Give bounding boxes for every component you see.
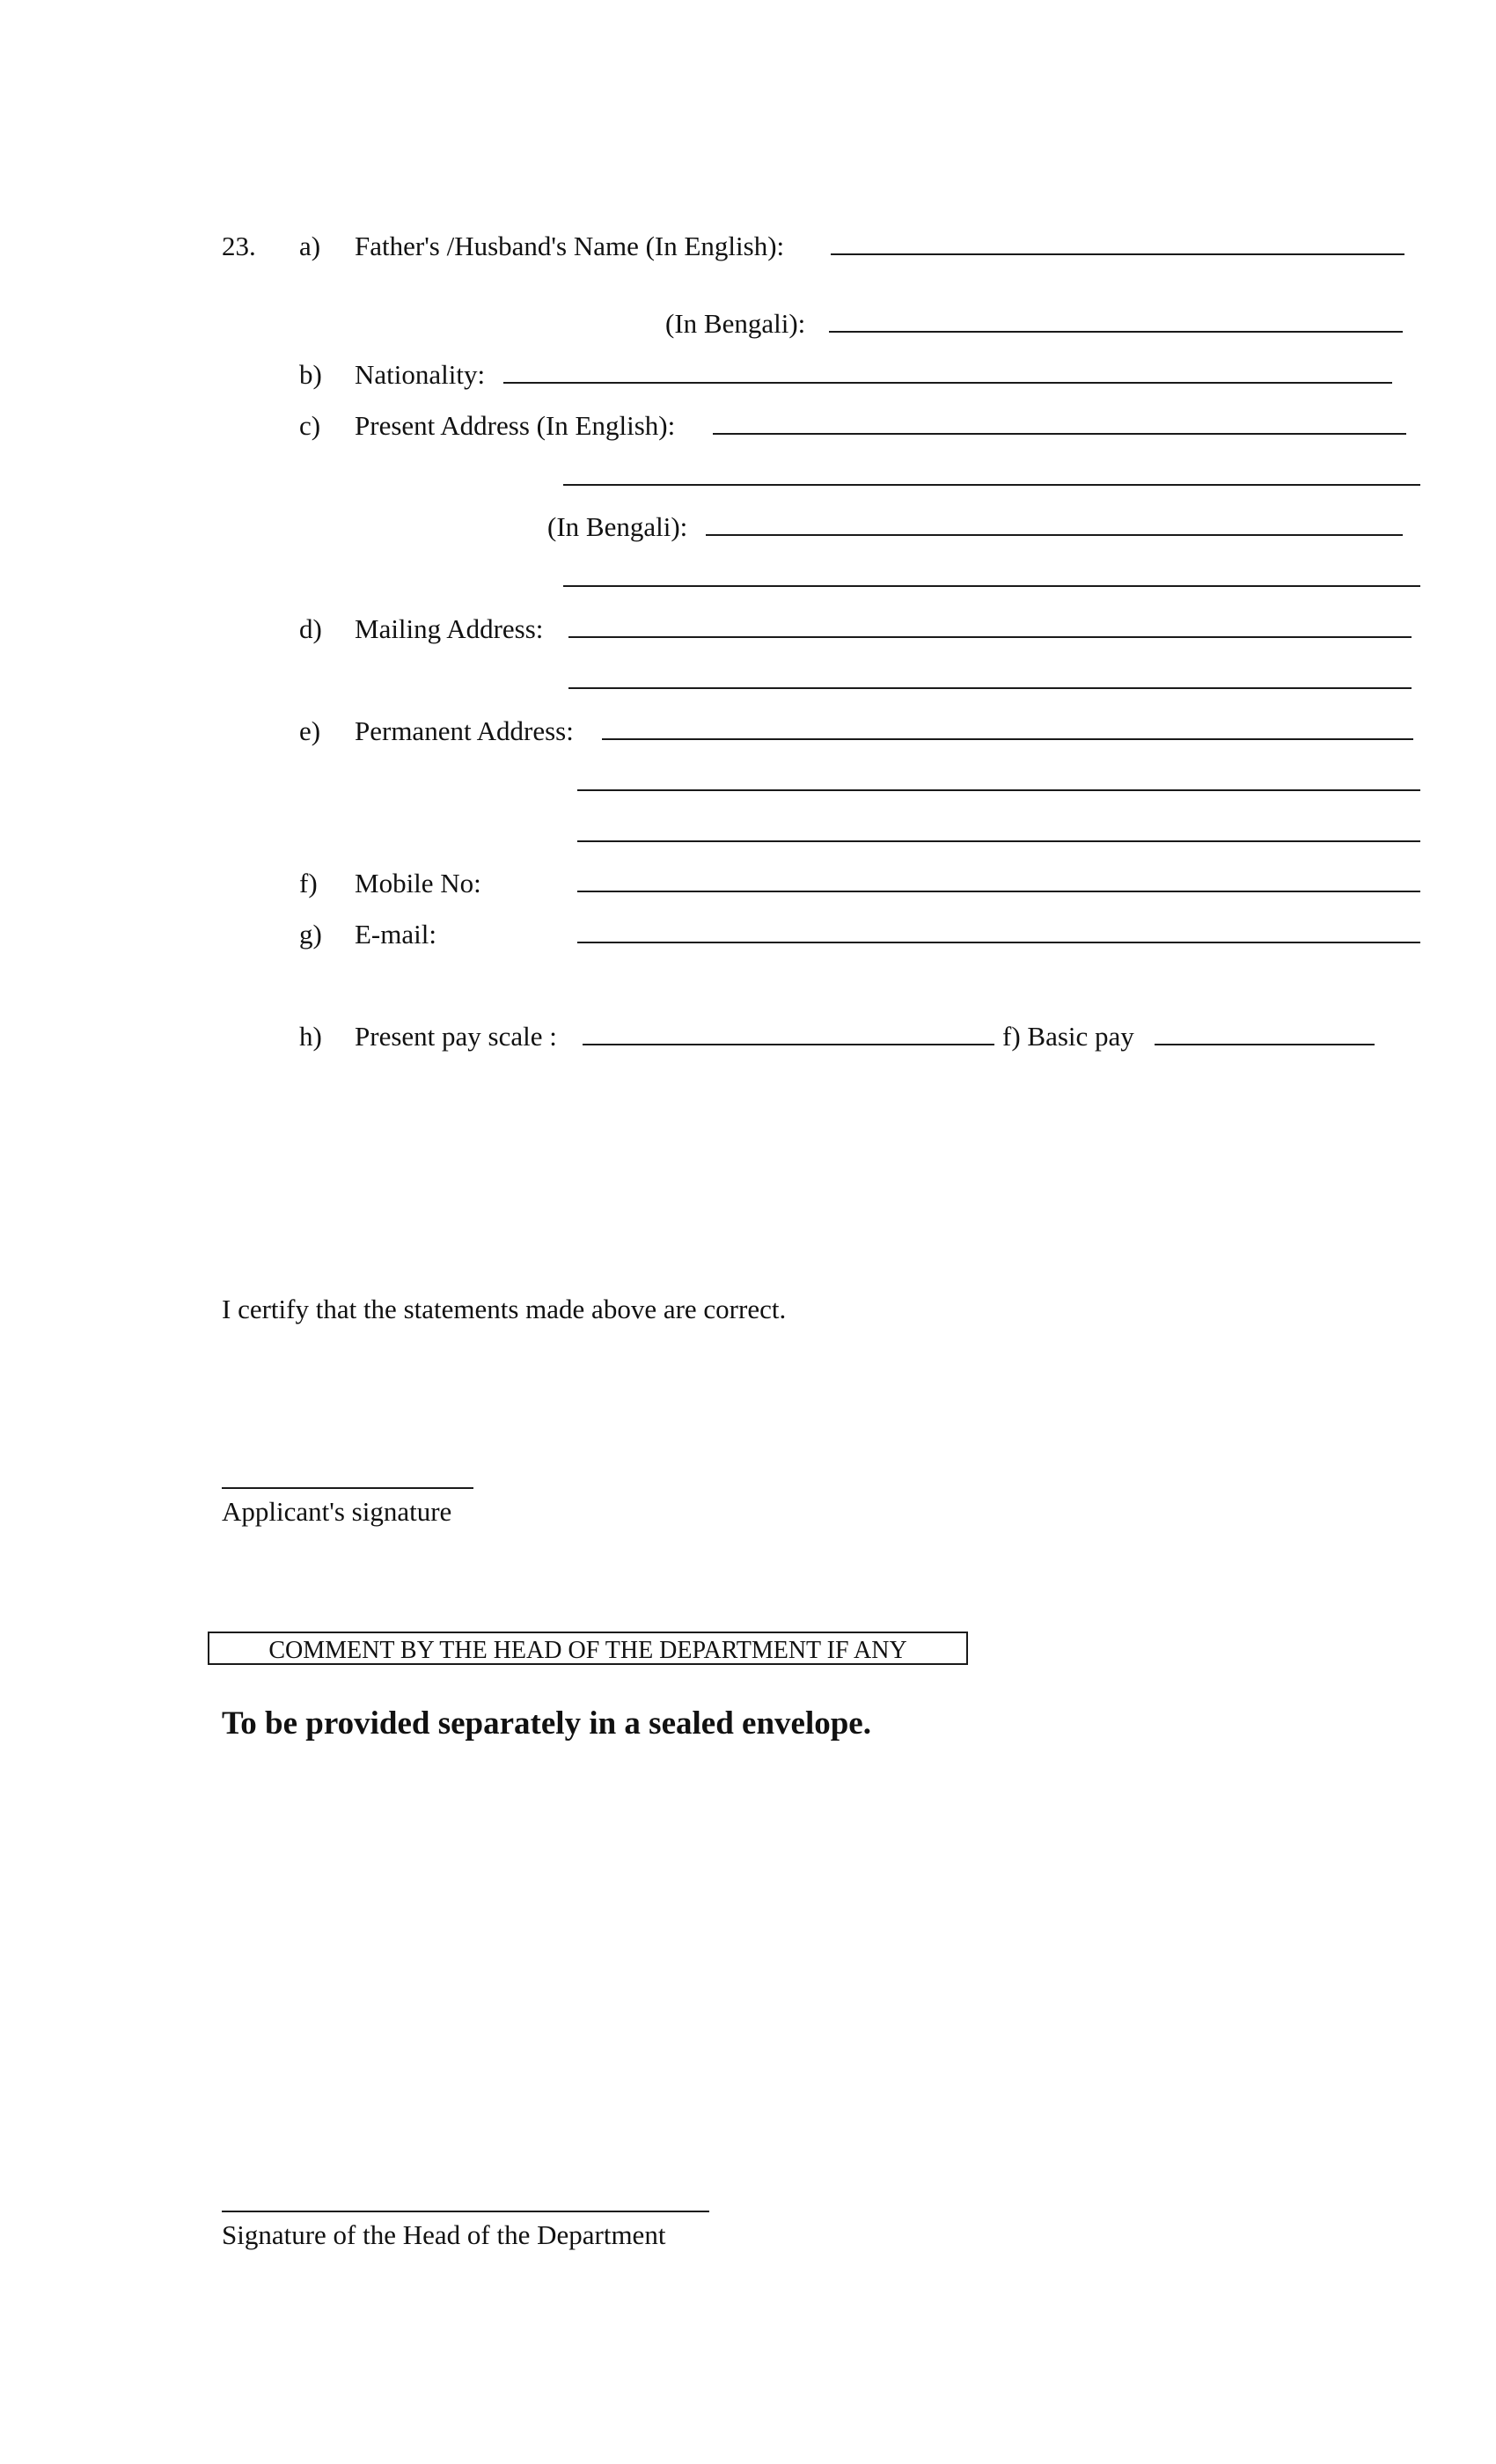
present-address-english-field-line-2[interactable]: [563, 484, 1420, 486]
present-address-bengali-field-line-2[interactable]: [563, 585, 1420, 587]
permanent-address-field-line-2[interactable]: [577, 789, 1420, 791]
mobile-no-field[interactable]: [577, 891, 1420, 892]
permanent-address-label: Permanent Address:: [355, 715, 574, 746]
sealed-envelope-note: To be provided separately in a sealed envelope.: [222, 1705, 871, 1742]
mobile-no-label: Mobile No:: [355, 868, 481, 898]
item-e-marker: e): [299, 715, 321, 746]
permanent-address-field[interactable]: [602, 738, 1413, 740]
item-h-marker: h): [299, 1021, 322, 1052]
mailing-address-field-line-2[interactable]: [568, 687, 1412, 689]
fathers-name-bengali-field[interactable]: [829, 331, 1403, 333]
item-d-marker: d): [299, 613, 322, 644]
item-b-marker: b): [299, 359, 322, 390]
present-address-bengali-field[interactable]: [706, 534, 1403, 536]
fathers-name-english-label: Father's /Husband's Name (In English):: [355, 231, 785, 261]
comment-box: [208, 1632, 968, 1665]
item-number: 23.: [222, 231, 256, 261]
fathers-name-bengali-label: (In Bengali):: [665, 308, 806, 339]
item-g-marker: g): [299, 919, 322, 950]
head-signature-label: Signature of the Head of the Department: [222, 2219, 666, 2250]
email-field[interactable]: [577, 942, 1420, 943]
email-label: E-mail:: [355, 919, 436, 950]
fathers-name-english-field[interactable]: [831, 253, 1404, 255]
basic-pay-field[interactable]: [1155, 1044, 1375, 1045]
head-signature-field[interactable]: [222, 2211, 709, 2212]
present-pay-scale-label: Present pay scale :: [355, 1021, 557, 1052]
permanent-address-field-line-3[interactable]: [577, 840, 1420, 842]
present-pay-scale-field[interactable]: [583, 1044, 994, 1045]
applicant-signature-field[interactable]: [222, 1487, 473, 1489]
item-f-marker: f): [299, 868, 318, 898]
applicant-signature-label: Applicant's signature: [222, 1496, 452, 1527]
certification-statement: I certify that the statements made above are correct.: [222, 1294, 787, 1324]
mailing-address-field[interactable]: [568, 636, 1412, 638]
comment-box-label: COMMENT BY THE HEAD OF THE DEPARTMENT IF ANY: [268, 1637, 907, 1664]
mailing-address-label: Mailing Address:: [355, 613, 544, 644]
nationality-field[interactable]: [503, 382, 1392, 384]
item-a-marker: a): [299, 231, 321, 261]
item-c-marker: c): [299, 410, 321, 441]
present-address-bengali-label: (In Bengali):: [547, 511, 688, 542]
present-address-english-label: Present Address (In English):: [355, 410, 676, 441]
basic-pay-label: f) Basic pay: [1002, 1021, 1134, 1052]
nationality-label: Nationality:: [355, 359, 486, 390]
present-address-english-field[interactable]: [713, 433, 1406, 435]
